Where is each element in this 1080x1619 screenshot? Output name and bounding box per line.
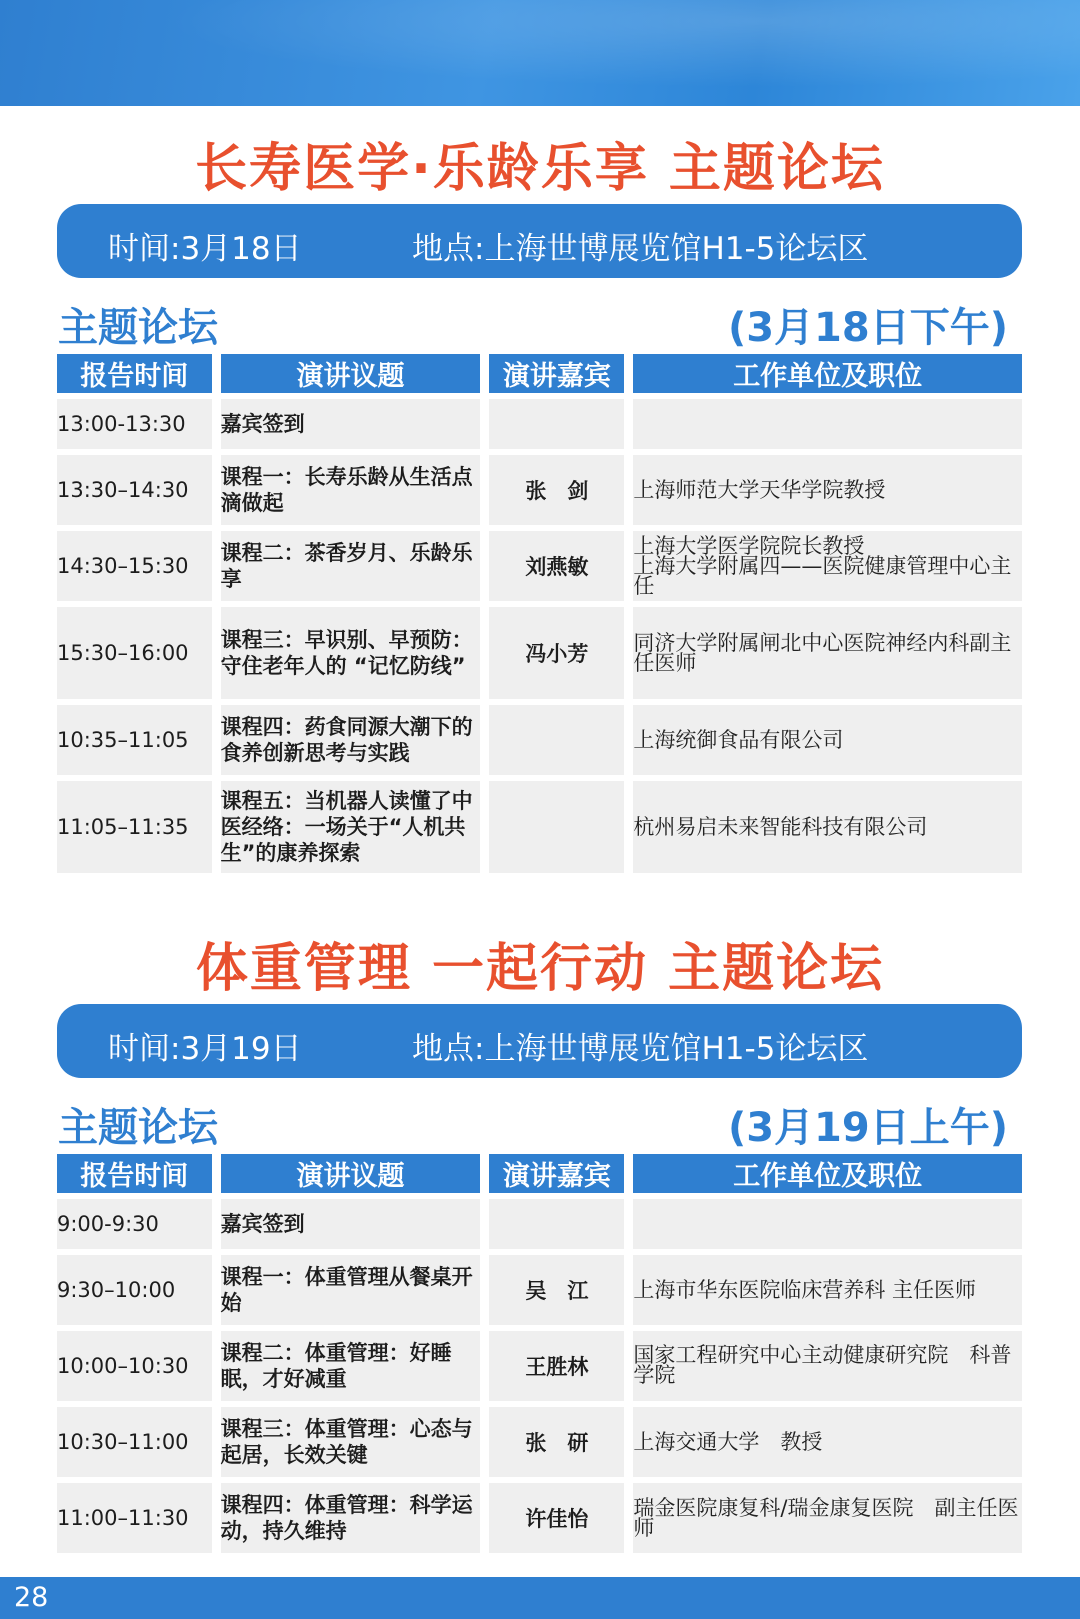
speaker-cell: 张 剑 [489,455,624,525]
organization-cell [633,1407,1022,1477]
speaker-cell: 王胜林 [489,1331,624,1401]
organization-line: 国家工程研究中心主动健康研究院 科普学院 [633,1343,1012,1387]
table-header-row [57,354,1022,393]
table-row [57,1483,1022,1553]
topic-cell: 嘉宾签到 [221,1199,481,1249]
speaker-cell: 张 研 [489,1407,624,1477]
organization-cell [633,705,1022,775]
topic-cell: 课程一：体重管理从餐桌开始 [221,1255,481,1325]
forum-title: 长寿医学·乐龄乐享 主题论坛 [195,139,885,199]
table-row [57,399,1022,449]
time-cell: 13:30–14:30 [57,455,212,525]
header-organization: 工作单位及职位 [633,354,1022,393]
organization-cell [633,1331,1022,1401]
topic-cell: 课程五：当机器人读懂了中医经络：一场关于“人机共生”的康养探索 [221,781,481,873]
organization-cell [633,399,1022,449]
speaker-cell [489,399,624,449]
header-speaker: 演讲嘉宾 [489,1154,624,1193]
header-time: 报告时间 [57,354,212,393]
speaker-cell: 冯小芳 [489,607,624,699]
speaker-cell: 刘燕敏 [489,531,624,601]
forum-place: 地点:上海世博展览馆H1-5论坛区 [412,231,869,267]
forum-info-bar [57,1004,1022,1078]
time-cell: 10:00–10:30 [57,1331,212,1401]
topic-cell: 课程二：茶香岁月、乐龄乐享 [221,531,481,601]
session-date: (3月18日下午) [727,305,1008,351]
table-row [57,607,1022,699]
topic-cell: 嘉宾签到 [221,399,481,449]
table-row [57,531,1022,601]
organization-cell [633,531,1022,601]
header-speaker: 演讲嘉宾 [489,354,624,393]
forum-title: 体重管理 一起行动 主题论坛 [195,939,885,999]
time-cell: 9:30–10:00 [57,1255,212,1325]
schedule-table [48,348,1031,879]
time-cell: 10:30–11:00 [57,1407,212,1477]
organization-line: 上海市华东医院临床营养科 主任医师 [633,1278,977,1302]
organization-cell [633,1483,1022,1553]
table-row [57,1407,1022,1477]
header-topic: 演讲议题 [221,1154,481,1193]
speaker-cell: 许佳怡 [489,1483,624,1553]
time-cell: 15:30–16:00 [57,607,212,699]
organization-line: 上海师范大学天华学院教授 [633,478,886,502]
table-row [57,781,1022,873]
time-cell: 11:05–11:35 [57,781,212,873]
organization-line: 上海大学医学院院长教授 [633,534,865,558]
speaker-cell [489,1199,624,1249]
organization-line: 上海大学附属四——医院健康管理中心主任 [633,554,1012,598]
topic-cell: 课程四：药食同源大潮下的食养创新思考与实践 [221,705,481,775]
forum-time: 时间:3月19日 [108,1031,302,1067]
topic-cell: 课程二：体重管理：好睡眠，才好减重 [221,1331,481,1401]
header-banner [0,0,1080,106]
table-row [57,1331,1022,1401]
schedule-table [48,1148,1031,1559]
organization-line: 同济大学附属闸北中心医院神经内科副主任医师 [633,631,1012,675]
footer-banner [0,1577,1080,1619]
table-row [57,1255,1022,1325]
header-topic: 演讲议题 [221,354,481,393]
section-label: 主题论坛 [58,1105,218,1151]
table-row [57,705,1022,775]
organization-line: 瑞金医院康复科/瑞金康复医院 副主任医师 [633,1496,1019,1540]
forum-place: 地点:上海世博展览馆H1-5论坛区 [412,1031,869,1067]
section-label: 主题论坛 [58,305,218,351]
time-cell: 10:35–11:05 [57,705,212,775]
organization-cell [633,607,1022,699]
topic-cell: 课程三：体重管理：心态与起居，长效关键 [221,1407,481,1477]
topic-cell: 课程一：长寿乐龄从生活点滴做起 [221,455,481,525]
speaker-cell: 吴 江 [489,1255,624,1325]
header-time: 报告时间 [57,1154,212,1193]
organization-line: 上海交通大学 教授 [633,1430,823,1454]
table-row [57,455,1022,525]
table-row [57,1199,1022,1249]
organization-cell [633,781,1022,873]
organization-cell [633,1199,1022,1249]
session-date: (3月19日上午) [727,1105,1008,1151]
topic-cell: 课程四：体重管理：科学运动，持久维持 [221,1483,481,1553]
forum-info-bar [57,204,1022,278]
header-organization: 工作单位及职位 [633,1154,1022,1193]
time-cell: 14:30–15:30 [57,531,212,601]
organization-cell [633,455,1022,525]
page-number: 28 [14,1582,49,1613]
time-cell: 11:00–11:30 [57,1483,212,1553]
organization-line: 上海统御食品有限公司 [633,728,844,752]
forum-time: 时间:3月18日 [108,231,302,267]
table-header-row [57,1154,1022,1193]
time-cell: 9:00-9:30 [57,1199,212,1249]
organization-line: 杭州易启未来智能科技有限公司 [633,815,928,839]
time-cell: 13:00-13:30 [57,399,212,449]
speaker-cell [489,705,624,775]
topic-cell: 课程三：早识别、早预防：守住老年人的 “记忆防线” [221,607,481,699]
speaker-cell [489,781,624,873]
organization-cell [633,1255,1022,1325]
